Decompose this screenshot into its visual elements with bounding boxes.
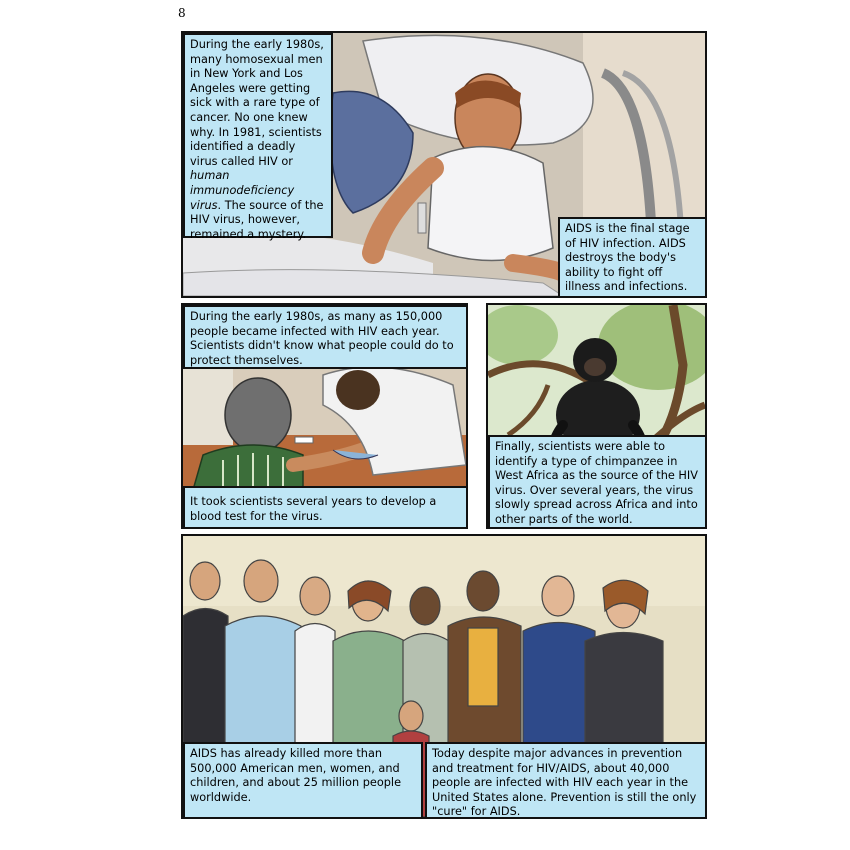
hospital-caption-left xyxy=(183,33,333,241)
caption-text-2: . The source of the HIV virus, however, remained a mystery. xyxy=(190,198,324,241)
blood-test-caption-bottom: It took scientists several years to develop a blood test for the virus. xyxy=(183,486,468,529)
hospital-caption-right: AIDS is the final stage of HIV infection. AIDS destroys the body's ability to fight off illness and infections. xyxy=(558,217,707,298)
hospital-panel xyxy=(181,31,707,298)
blood-test-caption-top: During the early 1980s, as many as 150,000 people became infected with HIV each year. Scientists didn't know what people could do to protect themselves. xyxy=(183,305,468,369)
caption-text-1: During the early 1980s, many homosexual men in New York and Los Angeles were getting sick with a rare type of cancer. No one knew why. In 1981, scientists identified a deadly virus called HIV or xyxy=(190,38,324,168)
page-number: 8 xyxy=(178,6,186,20)
group-caption-left: AIDS has already killed more than 500,000 American men, women, and children, and about 25 million people worldwide. xyxy=(183,742,423,819)
chimpanzee-caption: Finally, scientists were able to identify a type of chimpanzee in West Africa as the source of the HIV virus. Over several years, the virus slowly spread across Africa and into other parts of the world. xyxy=(488,435,707,529)
caption-italic-term: human immunodeficiency virus xyxy=(190,169,295,212)
blood-test-panel xyxy=(181,303,468,529)
chimpanzee-panel xyxy=(486,303,707,529)
group-panel xyxy=(181,534,707,819)
group-caption-right: Today despite major advances in prevention and treatment for HIV/AIDS, about 40,000 people are infected with HIV each year in the United States alone. Prevention is still the only "cure" for AIDS. xyxy=(425,742,707,819)
